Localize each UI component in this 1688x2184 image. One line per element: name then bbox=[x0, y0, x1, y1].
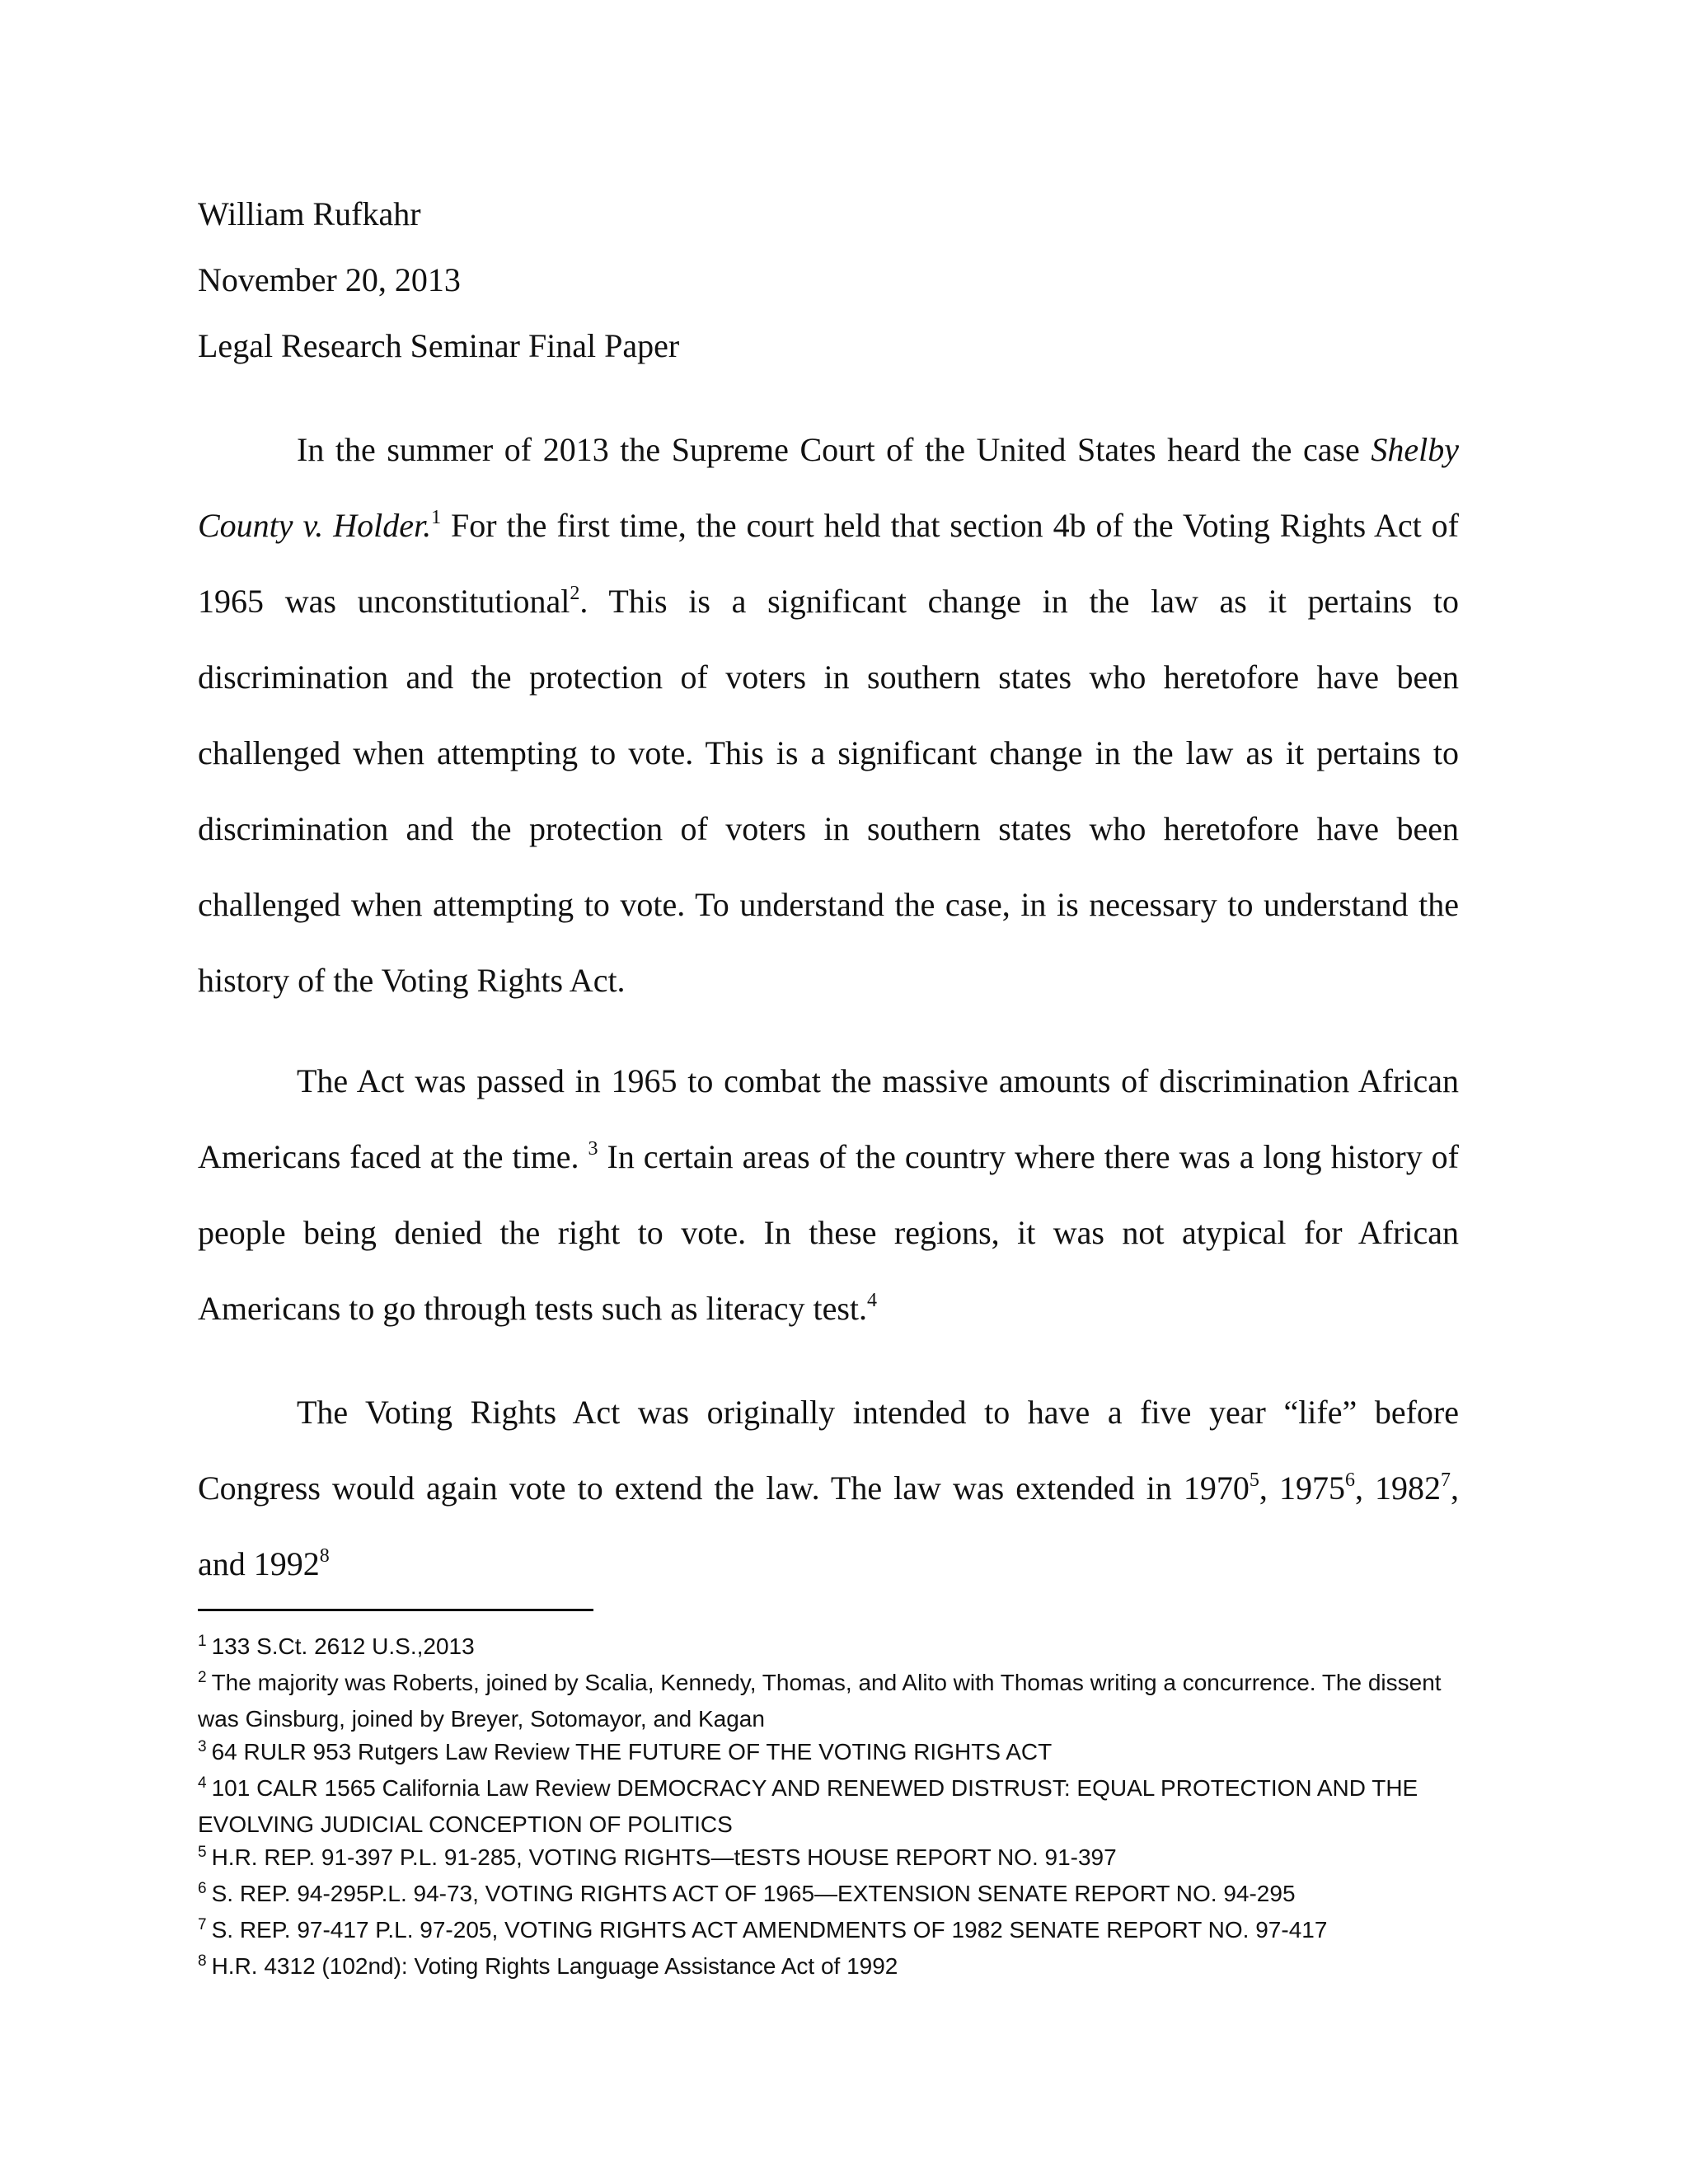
paragraph-intro-text-2: For the first time, the court held that section 4b of the Voting Rights Act of 1965 was unconstitutional bbox=[198, 507, 1459, 620]
paragraph-extensions bbox=[198, 1375, 1459, 1602]
paragraph-history-text-2: In certain areas of the country where there was a long history of people being denied the right to vote. In these regions, it was not atypical for African Americans to go through tests such as literacy test. bbox=[198, 1138, 1460, 1327]
footnote-item bbox=[198, 1736, 1475, 1772]
paragraph-extensions-text-2: , 1975 bbox=[1259, 1469, 1345, 1507]
footnote-divider bbox=[198, 1609, 593, 1611]
footnote-ref-2[interactable]: 2 bbox=[570, 583, 580, 604]
footnote-number: 6 bbox=[198, 1880, 207, 1897]
author-name: William Rufkahr bbox=[198, 195, 421, 232]
footnote-number: 5 bbox=[198, 1844, 207, 1861]
footnote-list bbox=[198, 1630, 1475, 1986]
paragraph-history bbox=[198, 1043, 1459, 1347]
footnote-item bbox=[198, 1772, 1475, 1841]
paragraph-history-text-1: The Act was passed in 1965 to combat the massive amounts of discrimination African Americans faced at the time. bbox=[198, 1062, 1459, 1175]
footnote-item bbox=[198, 1950, 1475, 1986]
footnote-text: The majority was Roberts, joined by Scalia, Kennedy, Thomas, and Alito with Thomas writing a concurrence. The dissent was Ginsburg, joined by Breyer, Sotomayor, and Kagan bbox=[198, 1670, 1442, 1732]
footnote-text: S. REP. 94-295P.L. 94-73, VOTING RIGHTS ACT OF 1965—EXTENSION SENATE REPORT NO. 94-295 bbox=[211, 1881, 1296, 1906]
footnote-number: 1 bbox=[198, 1633, 207, 1650]
footnote-item bbox=[198, 1877, 1475, 1914]
footnote-text: 101 CALR 1565 California Law Review DEMOCRACY AND RENEWED DISTRUST: EQUAL PROTECTION AND THE EVOLVING JUDICIAL CONCEPTION OF POLITICS bbox=[198, 1775, 1418, 1837]
footnote-number: 3 bbox=[198, 1738, 207, 1755]
case-name: Shelby County v. Holder. bbox=[198, 431, 1459, 544]
footnote-number: 2 bbox=[198, 1669, 207, 1686]
footnote-item bbox=[198, 1841, 1475, 1877]
footnote-item bbox=[198, 1630, 1475, 1666]
footnote-number: 4 bbox=[198, 1774, 207, 1792]
footnote-ref-3[interactable]: 3 bbox=[588, 1138, 598, 1160]
footnote-ref-8[interactable]: 8 bbox=[319, 1545, 330, 1567]
footnote-item bbox=[198, 1666, 1475, 1736]
footnote-text: 133 S.Ct. 2612 U.S.,2013 bbox=[211, 1633, 475, 1659]
footnote-number: 7 bbox=[198, 1916, 207, 1933]
footnote-ref-7[interactable]: 7 bbox=[1441, 1469, 1451, 1491]
paragraph-extensions-text-4: , and 1992 bbox=[198, 1469, 1460, 1582]
footnote-ref-4[interactable]: 4 bbox=[867, 1290, 878, 1311]
footnote-item bbox=[198, 1914, 1475, 1950]
footnote-ref-1[interactable]: 1 bbox=[431, 507, 442, 528]
course-title: Legal Research Seminar Final Paper bbox=[198, 327, 680, 364]
footnote-ref-6[interactable]: 6 bbox=[1344, 1469, 1355, 1491]
footnote-ref-5[interactable]: 5 bbox=[1249, 1469, 1259, 1491]
footnote-text: H.R. REP. 91-397 P.L. 91-285, VOTING RIGHTS—tESTS HOUSE REPORT NO. 91-397 bbox=[211, 1844, 1117, 1870]
paragraph-intro-text-3: . This is a significant change in the law as it pertains to discrimination and the protection of voters in southern states who heretofore have been challenged when attempting to vote. This is a significant change in the law as it pertains to discrimination and the protection of voters in southern states who heretofore have been challenged when attempting to vote. To understand the case, in is necessary to understand the history of the Voting Rights Act. bbox=[198, 583, 1459, 999]
paragraph-extensions-text-1: The Voting Rights Act was originally intended to have a five year “life” before Congress would again vote to extend the law. The law was extended in 1970 bbox=[198, 1394, 1459, 1507]
footnote-text: H.R. 4312 (102nd): Voting Rights Language Assistance Act of 1992 bbox=[211, 1953, 898, 1979]
footnote-text: 64 RULR 953 Rutgers Law Review THE FUTURE OF THE VOTING RIGHTS ACT bbox=[211, 1739, 1053, 1765]
footnote-number: 8 bbox=[198, 1952, 207, 1970]
paragraph-extensions-text-3: , 1982 bbox=[1354, 1469, 1442, 1507]
paragraph-intro-text-1: In the summer of 2013 the Supreme Court of the United States heard the case bbox=[297, 431, 1372, 468]
paragraph-intro bbox=[198, 412, 1459, 1019]
footnote-text: S. REP. 97-417 P.L. 97-205, VOTING RIGHTS ACT AMENDMENTS OF 1982 SENATE REPORT NO. 97-417 bbox=[211, 1917, 1328, 1943]
paper-date: November 20, 2013 bbox=[198, 261, 461, 298]
